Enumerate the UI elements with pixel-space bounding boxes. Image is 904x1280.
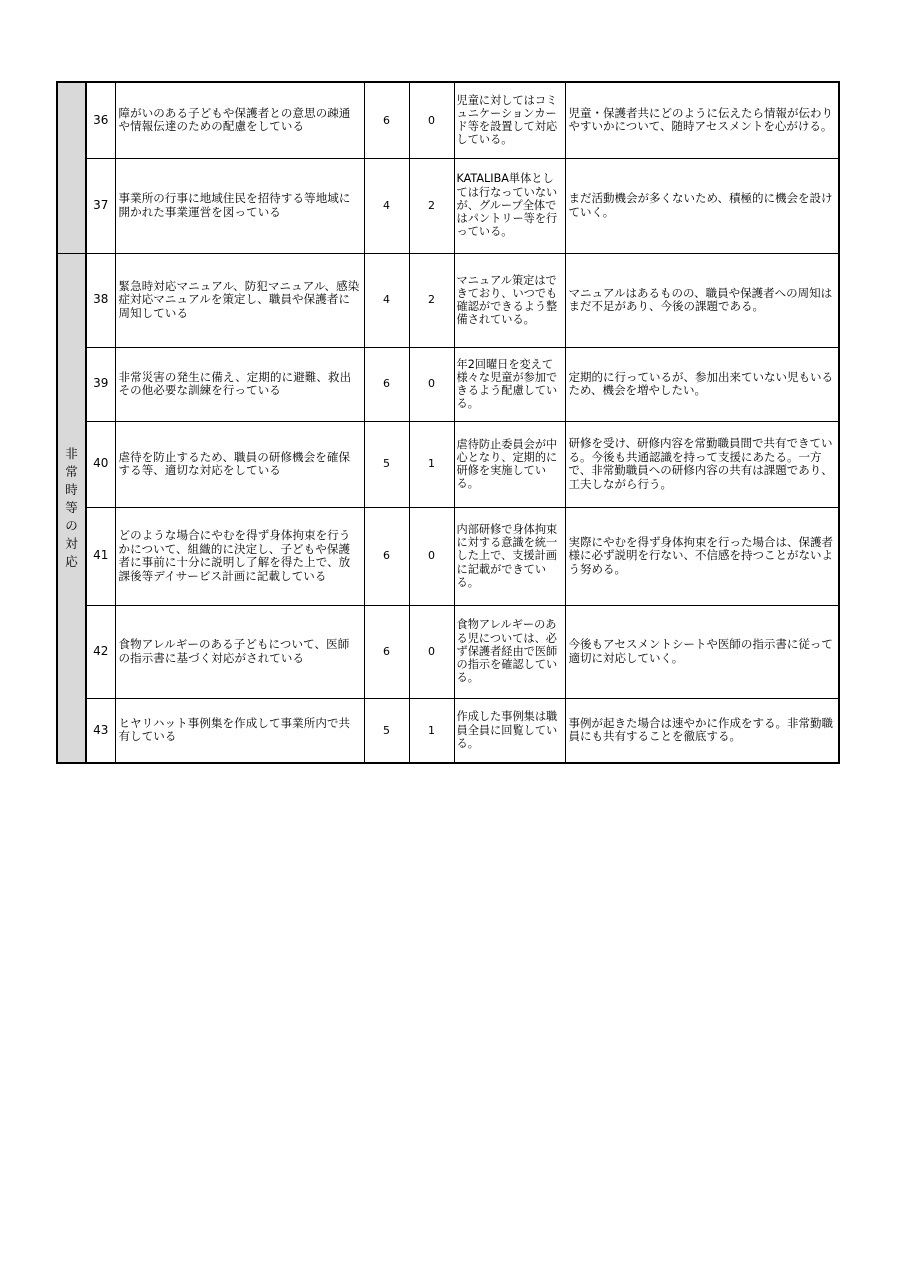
row-number: 42 xyxy=(86,605,115,698)
situation-text: KATALIBA単体としては行なっていないが、グループ全体ではパントリー等を行っている。 xyxy=(454,158,565,253)
improvement-text: 今後もアセスメントシートや医師の指示書に従って適切に対応していく。 xyxy=(565,605,839,698)
table-row xyxy=(57,347,839,421)
evaluation-table xyxy=(56,81,840,764)
table-row xyxy=(57,698,839,763)
yes-count: 4 xyxy=(364,158,409,253)
item-text: 障がいのある子どもや保護者との意思の疎通や情報伝達のための配慮をしている xyxy=(115,82,364,158)
table-row xyxy=(57,605,839,698)
improvement-text: 事例が起きた場合は速やかに作成をする。非常勤職員にも共有することを徹底する。 xyxy=(565,698,839,763)
no-count: 2 xyxy=(409,158,454,253)
table-row xyxy=(57,82,839,158)
row-number: 39 xyxy=(86,347,115,421)
item-text: どのような場合にやむを得ず身体拘束を行うかについて、組織的に決定し、子どもや保護者に事前に十分に説明し了解を得た上で、放課後等デイサービス計画に記載している xyxy=(115,507,364,605)
section-cell-emergency xyxy=(57,253,86,763)
situation-text: 虐待防止委員会が中心となり、定期的に研修を実施している。 xyxy=(454,421,565,507)
table-row xyxy=(57,507,839,605)
yes-count: 6 xyxy=(364,605,409,698)
improvement-text: まだ活動機会が多くないため、積極的に機会を設けていく。 xyxy=(565,158,839,253)
item-text: 緊急時対応マニュアル、防犯マニュアル、感染症対応マニュアルを策定し、職員や保護者に周知している xyxy=(115,253,364,347)
row-number: 37 xyxy=(86,158,115,253)
row-number: 43 xyxy=(86,698,115,763)
section-label: 非常時等の対応 xyxy=(65,445,78,569)
table-row xyxy=(57,158,839,253)
situation-text: 児童に対してはコミュニケーションカード等を設置して対応している。 xyxy=(454,82,565,158)
table-row xyxy=(57,253,839,347)
section-cell-continued xyxy=(57,82,86,253)
item-text: 虐待を防止するため、職員の研修機会を確保する等、適切な対応をしている xyxy=(115,421,364,507)
no-count: 0 xyxy=(409,82,454,158)
yes-count: 5 xyxy=(364,421,409,507)
yes-count: 6 xyxy=(364,507,409,605)
row-number: 41 xyxy=(86,507,115,605)
situation-text: マニュアル策定はできており、いつでも確認ができるよう整備されている。 xyxy=(454,253,565,347)
yes-count: 6 xyxy=(364,347,409,421)
table-row xyxy=(57,421,839,507)
situation-text: 年2回曜日を変えて様々な児童が参加できるよう配慮している。 xyxy=(454,347,565,421)
improvement-text: 児童・保護者共にどのように伝えたら情報が伝わりやすいかについて、随時アセスメントを心がける。 xyxy=(565,82,839,158)
row-number: 36 xyxy=(86,82,115,158)
improvement-text: 実際にやむを得ず身体拘束を行った場合は、保護者様に必ず説明を行ない、不信感を持つことがないよう努める。 xyxy=(565,507,839,605)
item-text: 食物アレルギーのある子どもについて、医師の指示書に基づく対応がされている xyxy=(115,605,364,698)
improvement-text: 研修を受け、研修内容を常勤職員間で共有できている。今後も共通認識を持って支援にあたる。一方で、非常勤職員への研修内容の共有は課題であり、工夫しながら行う。 xyxy=(565,421,839,507)
improvement-text: 定期的に行っているが、参加出来ていない児もいるため、機会を増やしたい。 xyxy=(565,347,839,421)
no-count: 1 xyxy=(409,698,454,763)
no-count: 0 xyxy=(409,507,454,605)
yes-count: 6 xyxy=(364,82,409,158)
no-count: 1 xyxy=(409,421,454,507)
situation-text: 内部研修で身体拘束に対する意識を統一した上で、支援計画に記載ができている。 xyxy=(454,507,565,605)
no-count: 0 xyxy=(409,605,454,698)
yes-count: 4 xyxy=(364,253,409,347)
item-text: 非常災害の発生に備え、定期的に避難、救出その他必要な訓練を行っている xyxy=(115,347,364,421)
item-text: 事業所の行事に地域住民を招待する等地域に開かれた事業運営を図っている xyxy=(115,158,364,253)
yes-count: 5 xyxy=(364,698,409,763)
improvement-text: マニュアルはあるものの、職員や保護者への周知はまだ不足があり、今後の課題である。 xyxy=(565,253,839,347)
row-number: 38 xyxy=(86,253,115,347)
no-count: 2 xyxy=(409,253,454,347)
item-text: ヒヤリハット事例集を作成して事業所内で共有している xyxy=(115,698,364,763)
row-number: 40 xyxy=(86,421,115,507)
no-count: 0 xyxy=(409,347,454,421)
situation-text: 作成した事例集は職員全員に回覧している。 xyxy=(454,698,565,763)
situation-text: 食物アレルギーのある児については、必ず保護者経由で医師の指示を確認している。 xyxy=(454,605,565,698)
